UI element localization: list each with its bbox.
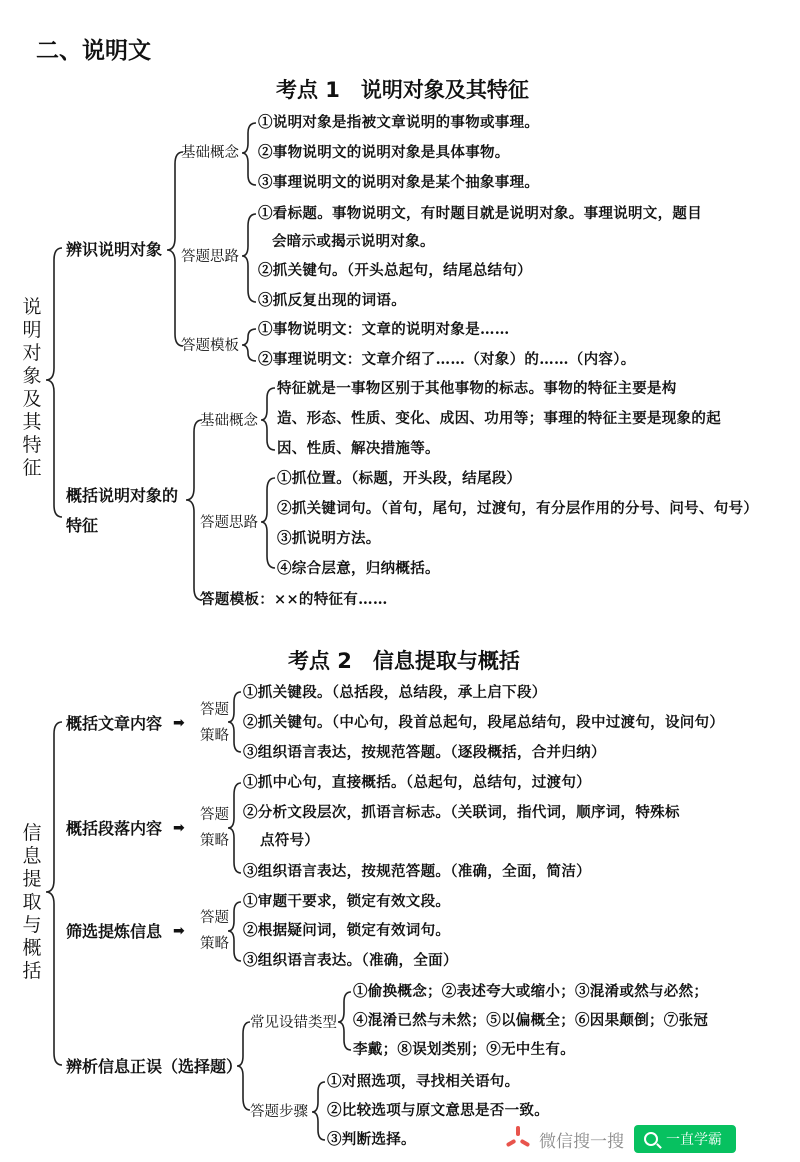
search-account-button[interactable] [634, 1125, 736, 1153]
item-a2-1: ②事理说明文：文章介绍了……（对象）的……（内容）。 [258, 351, 636, 368]
item-d1-2: ③判断选择。 [327, 1131, 416, 1148]
item-c0-2: ③组织语言表达，按规范答题。（逐段概括，合并归纳） [243, 744, 606, 761]
group-answer-steps: 答题步骤 [250, 1104, 308, 1120]
item-a0-1: ②事物说明文的说明对象是具体事物。 [258, 144, 510, 161]
strategy-label-bottom: 策略 [200, 833, 229, 849]
item-b1-1: ②抓关键词句。（首句，尾句，过渡句，有分层作用的分号、问号、句号） [277, 500, 759, 517]
item-a0-0: ①说明对象是指被文章说明的事物或事理。 [258, 114, 540, 131]
kaodian1-root-label: 说明对象及其特征 [22, 296, 42, 479]
strategy-label-top: 答题 [200, 807, 229, 823]
item-a1-3: ③抓反复出现的词语。 [258, 292, 406, 309]
item-d0-0: ①偷换概念；②表述夸大或缩小；③混淆或然与必然； [353, 983, 709, 1000]
item-a1-2: ②抓关键句。（开头总起句，结尾总结句） [258, 262, 532, 279]
item-a2-0: ①事物说明文：文章的说明对象是…… [258, 321, 510, 338]
item-b0-2: 因、性质、解决措施等。 [277, 440, 440, 457]
item-d1-0: ①对照选项，寻找相关语句。 [327, 1073, 520, 1090]
item-b1-3: ④综合层意，归纳概括。 [277, 560, 440, 577]
strategy-label-bottom: 策略 [200, 728, 229, 744]
group-basic-concept-a: 基础概念 [181, 145, 239, 161]
arrow-right-icon: ➡ [173, 923, 185, 939]
search-icon [644, 1132, 658, 1146]
branch-judge-info: 辨析信息正误（选择题） [66, 1057, 243, 1076]
branch-filter-info: 筛选提炼信息 [66, 922, 163, 941]
item-a0-2: ③事理说明文的说明对象是某个抽象事理。 [258, 174, 540, 191]
item-b1-2: ③抓说明方法。 [277, 530, 381, 547]
kaodian2-title: 考点 2 信息提取与概括 [288, 649, 520, 673]
branch-summarize-paragraph: 概括段落内容 [66, 819, 163, 838]
watermark-text: 微信搜一搜 [539, 1131, 624, 1152]
item-a1-0: ①看标题。事物说明文，有时题目就是说明对象。事理说明文，题目 [258, 205, 702, 222]
strategy-label-top: 答题 [200, 910, 229, 926]
group-common-error-types: 常见设错类型 [250, 1015, 337, 1031]
item-c0-0: ①抓关键段。（总括段，总结段，承上启下段） [243, 684, 547, 701]
kaodian2-root-label: 信息提取与概括 [22, 822, 42, 982]
branch-identify-object: 辨识说明对象 [66, 240, 163, 259]
item-b1-0: ①抓位置。（标题，开头段，结尾段） [277, 470, 522, 487]
group-answer-approach-b: 答题思路 [200, 515, 258, 531]
item-c1-1: ②分析文段层次，抓语言标志。（关联词，指代词，顺序词，特殊标 [243, 804, 680, 821]
item-a1-1: 会暗示或揭示说明对象。 [272, 233, 435, 250]
branch-summarize-feature-line2: 特征 [66, 516, 99, 535]
item-d0-1: ④混淆已然与未然；⑤以偏概全；⑥因果颠倒；⑦张冠 [353, 1012, 709, 1029]
item-c2-1: ②根据疑问词，锁定有效词句。 [243, 922, 451, 939]
item-c1-3: ③组织语言表达，按规范答题。（准确，全面，简洁） [243, 863, 591, 880]
item-c1-2: 点符号） [260, 832, 320, 849]
item-c2-0: ①审题干要求，锁定有效文段。 [243, 893, 451, 910]
item-d1-1: ②比较选项与原文意思是否一致。 [327, 1102, 549, 1119]
group-answer-template-a: 答题模板 [181, 338, 239, 354]
kaodian1-title: 考点 1 说明对象及其特征 [276, 78, 529, 102]
arrow-right-icon: ➡ [173, 820, 185, 836]
weixin-search-logo-icon [505, 1126, 531, 1152]
group-answer-approach-a: 答题思路 [181, 249, 239, 265]
item-c1-0: ①抓中心句，直接概括。（总起句，总结句，过渡句） [243, 774, 591, 791]
search-account-label: 一直学霸 [666, 1132, 722, 1148]
weixin-search-watermark [505, 1124, 736, 1154]
strategy-label-top: 答题 [200, 702, 229, 718]
item-b0-0: 特征就是一事物区别于其他事物的标志。事物的特征主要是构 [277, 380, 677, 397]
branch-summarize-article: 概括文章内容 [66, 714, 163, 733]
item-c0-1: ②抓关键句。（中心句，段首总起句，段尾总结句，段中过渡句，设问句） [243, 714, 725, 731]
item-d0-2: 李戴；⑧误划类别；⑨无中生有。 [353, 1041, 575, 1058]
arrow-right-icon: ➡ [173, 715, 185, 731]
strategy-label-bottom: 策略 [200, 936, 229, 952]
section-heading: 二、说明文 [36, 38, 151, 64]
item-c2-2: ③组织语言表达。（准确，全面） [243, 952, 458, 969]
answer-template-feature: 答题模板：××的特征有…… [200, 591, 388, 608]
item-b0-1: 造、形态、性质、变化、成因、功用等；事理的特征主要是现象的起 [277, 410, 721, 427]
branch-summarize-feature-line1: 概括说明对象的 [66, 486, 179, 505]
group-basic-concept-b: 基础概念 [200, 413, 258, 429]
